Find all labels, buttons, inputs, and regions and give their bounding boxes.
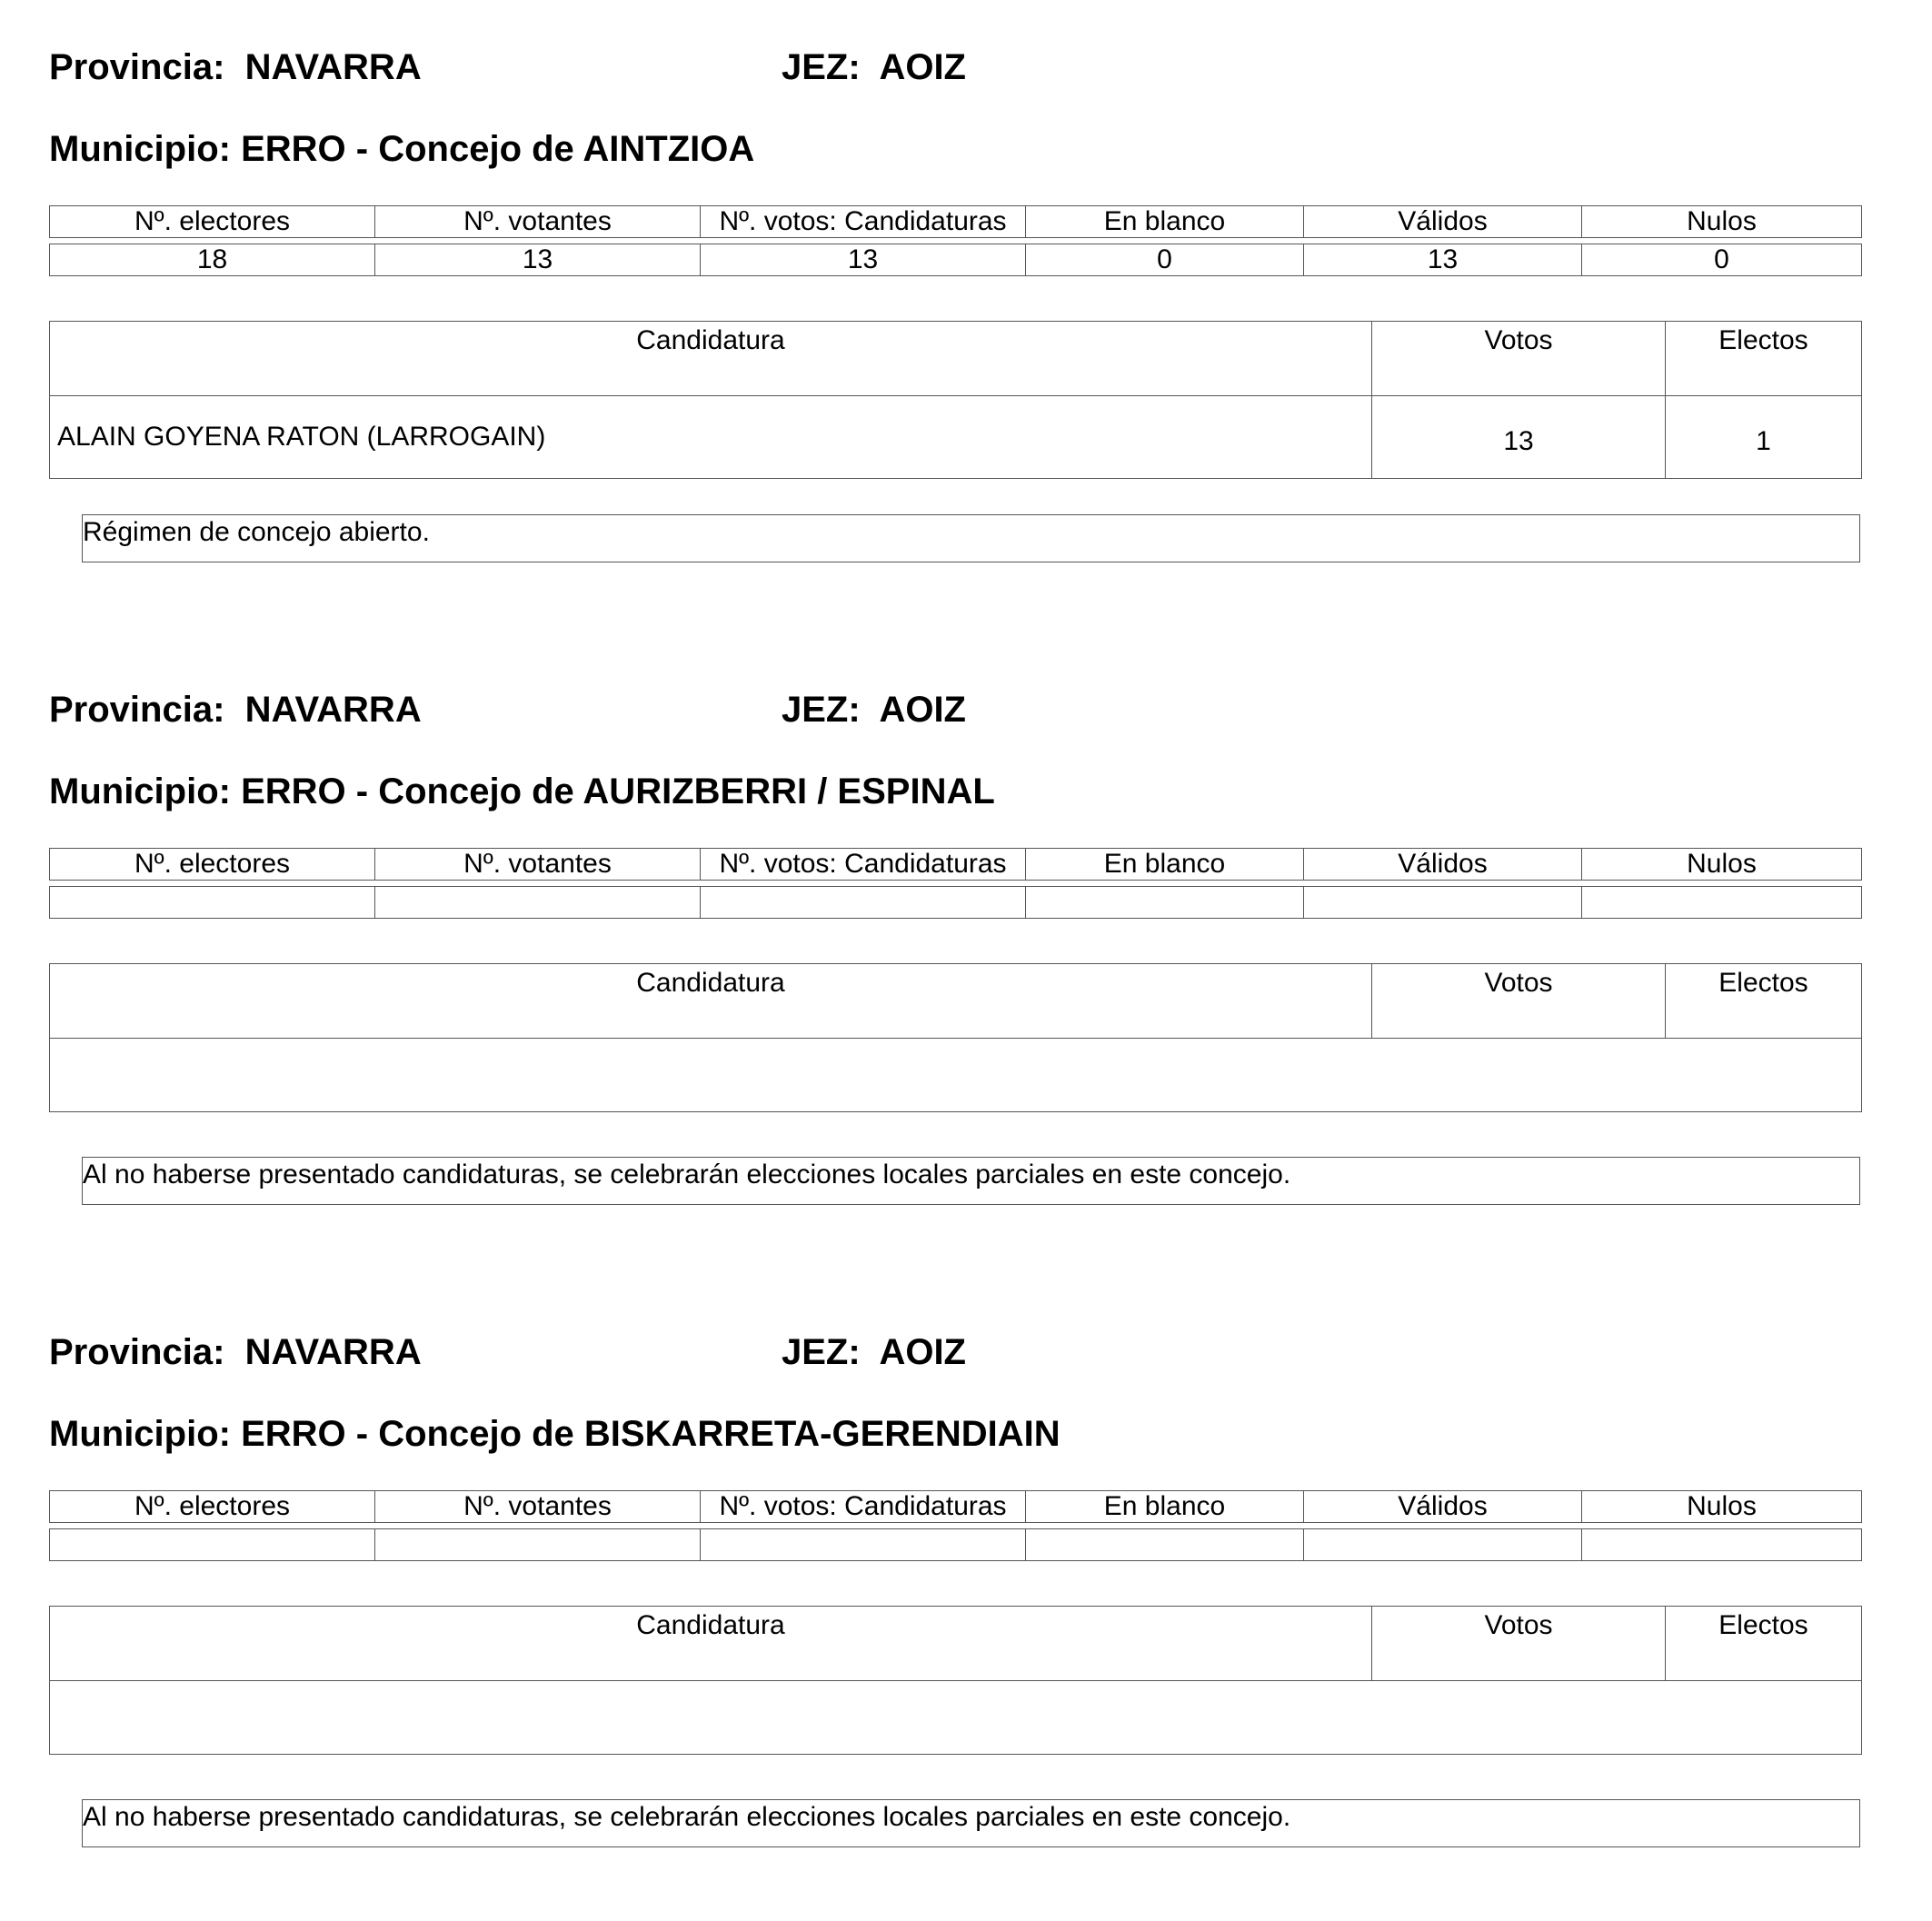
municipio-value: ERRO - Concejo de BISKARRETA-GERENDIAIN	[241, 1414, 1061, 1454]
stats-header-row	[50, 206, 1862, 238]
candidatura-header-row	[50, 1607, 1862, 1681]
header-validos: Válidos	[1304, 206, 1582, 238]
provincia-value: NAVARRA	[244, 1332, 422, 1372]
header-nulos: Nulos	[1582, 1491, 1862, 1523]
header-votantes: Nº. votantes	[375, 849, 701, 881]
jez-label: JEZ:	[782, 47, 861, 87]
concejo-section-aintzioa	[0, 0, 1932, 636]
provincia-label: Provincia:	[49, 47, 225, 87]
provincia-heading	[49, 688, 422, 732]
jez-value: AOIZ	[879, 47, 966, 87]
jez-heading	[782, 1330, 966, 1374]
header-candidatura: Candidatura	[50, 1607, 1372, 1681]
value-en-blanco	[1026, 887, 1304, 919]
provincia-heading	[49, 45, 422, 89]
jez-heading	[782, 45, 966, 89]
stats-table	[49, 205, 1862, 276]
municipio-heading	[49, 127, 754, 171]
value-votantes	[375, 1529, 701, 1561]
candidatura-empty-row	[50, 1039, 1862, 1112]
candidatura-row	[50, 1681, 1862, 1755]
value-votantes: 13	[375, 244, 701, 276]
header-electos: Electos	[1666, 964, 1862, 1039]
stats-table	[49, 1490, 1862, 1561]
value-votos-candidaturas	[701, 1529, 1026, 1561]
header-electores: Nº. electores	[50, 206, 375, 238]
candidatura-votos: 13	[1372, 396, 1666, 479]
municipio-value: ERRO - Concejo de AINTZIOA	[241, 129, 755, 169]
value-nulos	[1582, 887, 1862, 919]
concejo-section-aurizberri	[0, 642, 1932, 1279]
municipio-label: Municipio:	[49, 129, 231, 169]
candidatura-header-row	[50, 322, 1862, 396]
header-votos-candidaturas: Nº. votos: Candidaturas	[701, 1491, 1026, 1523]
provincia-label: Provincia:	[49, 1332, 225, 1372]
value-en-blanco: 0	[1026, 244, 1304, 276]
header-votos: Votos	[1372, 964, 1666, 1039]
header-votos-candidaturas: Nº. votos: Candidaturas	[701, 206, 1026, 238]
stats-value-row	[50, 244, 1862, 276]
candidatura-table	[49, 963, 1862, 1112]
candidatura-row	[50, 1039, 1862, 1112]
jez-value: AOIZ	[879, 690, 966, 730]
header-en-blanco: En blanco	[1026, 849, 1304, 881]
provincia-heading	[49, 1330, 422, 1374]
municipio-label: Municipio:	[49, 771, 231, 811]
municipio-label: Municipio:	[49, 1414, 231, 1454]
value-votos-candidaturas	[701, 887, 1026, 919]
header-electos: Electos	[1666, 1607, 1862, 1681]
header-validos: Válidos	[1304, 1491, 1582, 1523]
candidatura-name: ALAIN GOYENA RATON (LARROGAIN)	[50, 396, 1372, 479]
header-nulos: Nulos	[1582, 206, 1862, 238]
value-validos	[1304, 1529, 1582, 1561]
jez-label: JEZ:	[782, 690, 861, 730]
provincia-value: NAVARRA	[244, 690, 422, 730]
stats-header-row	[50, 1491, 1862, 1523]
header-nulos: Nulos	[1582, 849, 1862, 881]
candidatura-row	[50, 396, 1862, 479]
value-electores: 18	[50, 244, 375, 276]
header-validos: Válidos	[1304, 849, 1582, 881]
header-votantes: Nº. votantes	[375, 1491, 701, 1523]
header-votantes: Nº. votantes	[375, 206, 701, 238]
stats-header-row	[50, 849, 1862, 881]
header-electores: Nº. electores	[50, 849, 375, 881]
provincia-label: Provincia:	[49, 690, 225, 730]
value-nulos: 0	[1582, 244, 1862, 276]
jez-label: JEZ:	[782, 1332, 861, 1372]
value-electores	[50, 887, 375, 919]
value-validos	[1304, 887, 1582, 919]
jez-value: AOIZ	[879, 1332, 966, 1372]
candidatura-table	[49, 1606, 1862, 1755]
header-votos-candidaturas: Nº. votos: Candidaturas	[701, 849, 1026, 881]
provincia-value: NAVARRA	[244, 47, 422, 87]
municipio-value: ERRO - Concejo de AURIZBERRI / ESPINAL	[241, 771, 995, 811]
candidatura-electos: 1	[1666, 396, 1862, 479]
stats-table	[49, 848, 1862, 919]
value-votos-candidaturas: 13	[701, 244, 1026, 276]
value-electores	[50, 1529, 375, 1561]
value-nulos	[1582, 1529, 1862, 1561]
candidatura-table	[49, 321, 1862, 479]
note-box: Régimen de concejo abierto.	[82, 514, 1860, 562]
note-box: Al no haberse presentado candidaturas, se celebrarán elecciones locales parciales en este concejo.	[82, 1799, 1860, 1847]
jez-heading	[782, 688, 966, 732]
header-candidatura: Candidatura	[50, 322, 1372, 396]
note-box: Al no haberse presentado candidaturas, se celebrarán elecciones locales parciales en este concejo.	[82, 1157, 1860, 1205]
value-en-blanco	[1026, 1529, 1304, 1561]
value-validos: 13	[1304, 244, 1582, 276]
header-electos: Electos	[1666, 322, 1862, 396]
header-en-blanco: En blanco	[1026, 1491, 1304, 1523]
candidatura-empty-row	[50, 1681, 1862, 1755]
header-candidatura: Candidatura	[50, 964, 1372, 1039]
concejo-section-biskarreta	[0, 1285, 1932, 1921]
header-votos: Votos	[1372, 322, 1666, 396]
header-electores: Nº. electores	[50, 1491, 375, 1523]
candidatura-header-row	[50, 964, 1862, 1039]
municipio-heading	[49, 770, 995, 813]
header-votos: Votos	[1372, 1607, 1666, 1681]
value-votantes	[375, 887, 701, 919]
municipio-heading	[49, 1412, 1061, 1456]
stats-value-row	[50, 1529, 1862, 1561]
stats-value-row	[50, 887, 1862, 919]
header-en-blanco: En blanco	[1026, 206, 1304, 238]
